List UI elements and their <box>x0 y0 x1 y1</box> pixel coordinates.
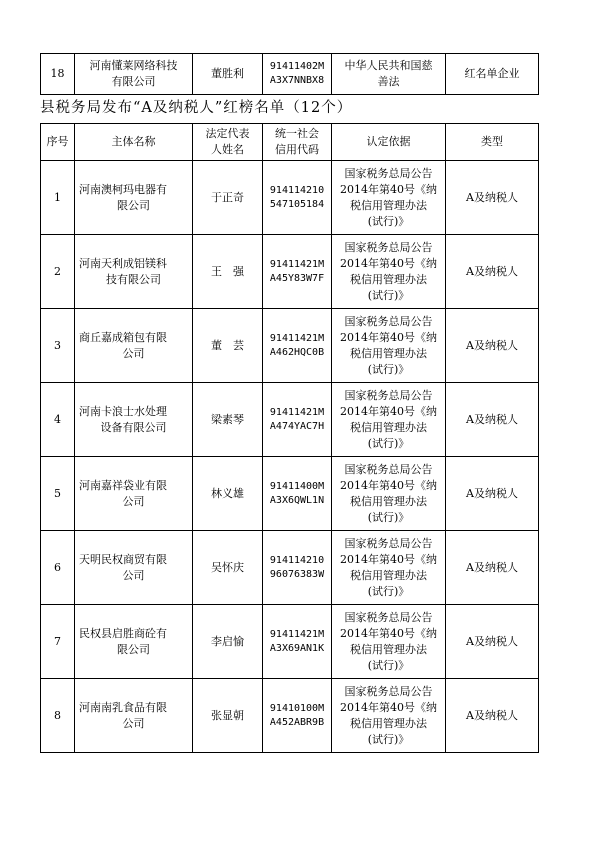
entity-name-line: 设备有限公司 <box>100 420 167 434</box>
basis-line: (试行)》 <box>367 584 410 598</box>
table-row <box>41 531 539 605</box>
credit-code-line: 91411402M <box>269 61 325 72</box>
entity-name <box>75 235 193 309</box>
entity-name <box>75 161 193 235</box>
basis-line: (试行)》 <box>367 436 410 450</box>
entity-name-line: 天明民权商贸有限 <box>79 552 167 566</box>
legal-representative: 董胜利 <box>193 54 263 95</box>
row-number: 1 <box>41 161 75 235</box>
credit-code-line: 91411421M <box>269 406 325 418</box>
credit-code-line: A452ABR9B <box>269 716 325 728</box>
category: A及纳税人 <box>446 383 539 457</box>
basis-line: 国家税务总局公告 <box>344 610 433 624</box>
row-number: 2 <box>41 235 75 309</box>
legal-representative: 梁素琴 <box>193 383 263 457</box>
credit-code-line: 91411421M <box>269 258 325 270</box>
category: A及纳税人 <box>446 531 539 605</box>
basis-line: 税信用管理办法 <box>350 346 427 360</box>
credit-code-line: 91411400M <box>269 480 325 492</box>
basis-line: (试行)》 <box>367 288 410 302</box>
entity-name-line: 技有限公司 <box>106 272 161 286</box>
basis <box>332 235 446 309</box>
basis-line: 国家税务总局公告 <box>344 166 433 180</box>
credit-code-line: A3X69AN1K <box>269 642 325 654</box>
entity-name-line: 河南嘉祥袋业有限 <box>79 478 167 492</box>
entity-name-line: 限公司 <box>117 642 150 656</box>
basis-line: 2014年第40号《纳 <box>340 700 437 714</box>
basis <box>332 457 446 531</box>
entity-name-line: 限公司 <box>117 198 150 212</box>
category: 红名单企业 <box>446 54 539 95</box>
basis-line: (试行)》 <box>367 214 410 228</box>
table-row <box>41 383 539 457</box>
entity-name-line: 河南澳柯玛电器有 <box>79 182 167 196</box>
entity-name <box>75 531 193 605</box>
basis-line: 税信用管理办法 <box>350 716 427 730</box>
basis-line: 税信用管理办法 <box>350 642 427 656</box>
header-row <box>41 124 539 161</box>
category: A及纳税人 <box>446 235 539 309</box>
entity-name-line: 河南懂莱网络科技 <box>89 59 178 72</box>
row-number: 18 <box>41 54 75 95</box>
table-row <box>41 235 539 309</box>
credit-code-line: 547105184 <box>269 198 325 210</box>
basis <box>332 309 446 383</box>
header-line: 统一社会 <box>275 127 319 140</box>
entity-name-line: 公司 <box>122 568 145 582</box>
entity-name <box>75 679 193 753</box>
category: A及纳税人 <box>446 457 539 531</box>
credit-code <box>263 605 332 679</box>
header-line: 法定代表 <box>205 127 250 140</box>
basis-line: (试行)》 <box>367 510 410 524</box>
basis-line: 税信用管理办法 <box>350 272 427 286</box>
basis-line: 税信用管理办法 <box>350 198 427 212</box>
category: A及纳税人 <box>446 679 539 753</box>
header-basis: 认定依据 <box>332 124 446 161</box>
credit-code <box>263 309 332 383</box>
credit-code-line: A462HQC0B <box>269 346 325 358</box>
row-number: 5 <box>41 457 75 531</box>
credit-code <box>263 679 332 753</box>
red-list-table <box>40 123 539 753</box>
header-number: 序号 <box>41 124 75 161</box>
legal-representative: 吴怀庆 <box>193 531 263 605</box>
entity-name <box>75 54 193 95</box>
entity-name-line: 河南天利成铝镁科 <box>79 256 167 270</box>
header-entity-name: 主体名称 <box>75 124 193 161</box>
basis-line: 国家税务总局公告 <box>344 462 433 476</box>
entity-name <box>75 605 193 679</box>
table-row <box>41 605 539 679</box>
credit-code-line: 914114210 <box>269 554 325 566</box>
credit-code-line: A3X7NNBX8 <box>269 75 325 86</box>
credit-code <box>263 531 332 605</box>
table-row <box>41 161 539 235</box>
entity-name-line: 商丘嘉成箱包有限 <box>79 330 167 344</box>
basis-line: 国家税务总局公告 <box>344 388 433 402</box>
category: A及纳税人 <box>446 309 539 383</box>
basis-line: 2014年第40号《纳 <box>340 256 437 270</box>
basis-line: 善法 <box>377 75 400 88</box>
basis <box>332 679 446 753</box>
entity-name-line: 民权县启胜商砼有 <box>79 626 167 640</box>
table-body <box>41 161 539 753</box>
row-number: 6 <box>41 531 75 605</box>
legal-representative: 王 强 <box>193 235 263 309</box>
basis-line: 2014年第40号《纳 <box>340 404 437 418</box>
basis <box>332 383 446 457</box>
header-line: 信用代码 <box>275 143 319 156</box>
basis-line: 国家税务总局公告 <box>344 314 433 328</box>
basis-line: 税信用管理办法 <box>350 420 427 434</box>
credit-code-line: A3X6QWL1N <box>269 494 325 506</box>
legal-representative: 张显朝 <box>193 679 263 753</box>
legal-representative: 林义雄 <box>193 457 263 531</box>
legal-representative: 董 芸 <box>193 309 263 383</box>
entity-name-line: 河南卡浪士水处理 <box>79 404 167 418</box>
credit-code <box>263 383 332 457</box>
basis <box>332 531 446 605</box>
previous-list-table <box>40 53 539 95</box>
entity-name-line: 有限公司 <box>111 75 156 88</box>
header-line: 人姓名 <box>211 143 244 156</box>
credit-code-line: 91410100M <box>269 702 325 714</box>
legal-representative: 于正奇 <box>193 161 263 235</box>
basis-line: 中华人民共和国慈 <box>344 59 433 72</box>
credit-code <box>263 457 332 531</box>
row-number: 3 <box>41 309 75 383</box>
credit-code <box>263 54 332 95</box>
credit-code-line: 96076383W <box>269 568 325 580</box>
credit-code <box>263 161 332 235</box>
section-title: 县税务局发布“A及纳税人”红榜名单（12个） <box>40 100 353 116</box>
credit-code-line: A474YAC7H <box>269 420 325 432</box>
basis-line: (试行)》 <box>367 658 410 672</box>
header-legal-representative <box>193 124 263 161</box>
basis-line: 2014年第40号《纳 <box>340 330 437 344</box>
legal-representative: 李启愉 <box>193 605 263 679</box>
basis-line: 2014年第40号《纳 <box>340 478 437 492</box>
table-row <box>41 54 539 95</box>
basis-line: 2014年第40号《纳 <box>340 626 437 640</box>
credit-code-line: 91411421M <box>269 628 325 640</box>
entity-name-line: 公司 <box>122 494 145 508</box>
basis-line: 国家税务总局公告 <box>344 240 433 254</box>
entity-name-line: 公司 <box>122 716 145 730</box>
basis-line: 2014年第40号《纳 <box>340 552 437 566</box>
entity-name-line: 河南南乳食品有限 <box>79 700 167 714</box>
basis <box>332 161 446 235</box>
credit-code-line: 91411421M <box>269 332 325 344</box>
credit-code <box>263 235 332 309</box>
row-number: 7 <box>41 605 75 679</box>
entity-name <box>75 383 193 457</box>
basis <box>332 54 446 95</box>
entity-name <box>75 457 193 531</box>
header-credit-code <box>263 124 332 161</box>
basis-line: (试行)》 <box>367 362 410 376</box>
basis-line: 税信用管理办法 <box>350 568 427 582</box>
basis-line: 税信用管理办法 <box>350 494 427 508</box>
category: A及纳税人 <box>446 605 539 679</box>
row-number: 4 <box>41 383 75 457</box>
credit-code-line: 914114210 <box>269 184 325 196</box>
basis-line: (试行)》 <box>367 732 410 746</box>
basis <box>332 605 446 679</box>
entity-name-line: 公司 <box>122 346 145 360</box>
table-row <box>41 309 539 383</box>
basis-line: 国家税务总局公告 <box>344 684 433 698</box>
entity-name <box>75 309 193 383</box>
credit-code-line: A45Y83W7F <box>269 272 325 284</box>
table-row <box>41 457 539 531</box>
basis-line: 国家税务总局公告 <box>344 536 433 550</box>
header-category: 类型 <box>446 124 539 161</box>
category: A及纳税人 <box>446 161 539 235</box>
table-row <box>41 679 539 753</box>
basis-line: 2014年第40号《纳 <box>340 182 437 196</box>
row-number: 8 <box>41 679 75 753</box>
